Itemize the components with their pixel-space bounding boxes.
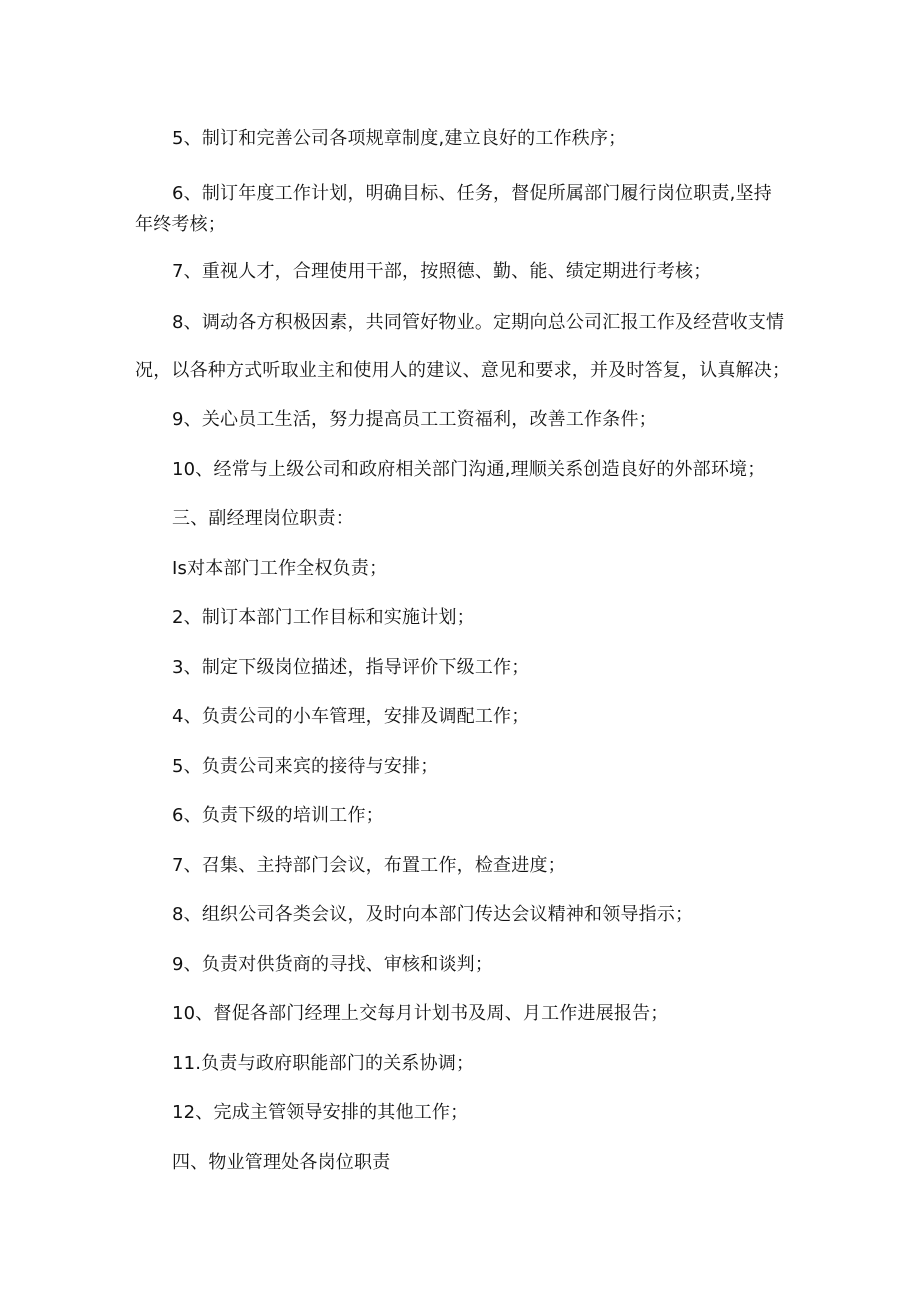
deputy-item-10: 10、督促各部门经理上交每月计划书及周、月工作进展报告；: [172, 1003, 669, 1024]
deputy-item-2: 2、制订本部门工作目标和实施计划；: [172, 607, 475, 628]
paragraph-item-8-cont: 况，以各种方式听取业主和使用人的建议、意见和要求，并及时答复，认真解决；: [135, 360, 791, 381]
deputy-item-3: 3、制定下级岗位描述，指导评价下级工作；: [172, 657, 530, 678]
section-heading-property-office: 四、物业管理处各岗位职责: [172, 1152, 391, 1173]
deputy-item-4: 4、负责公司的小车管理，安排及调配工作；: [172, 706, 530, 727]
deputy-item-6: 6、负责下级的培训工作；: [172, 805, 384, 826]
paragraph-item-9: 9、关心员工生活，努力提高员工工资福利，改善工作条件；: [172, 409, 657, 430]
deputy-item-11: 11.负责与政府职能部门的关系协调；: [172, 1053, 475, 1074]
paragraph-item-5: 5、制订和完善公司各项规章制度,建立良好的工作秩序；: [172, 128, 627, 149]
deputy-item-12: 12、完成主管领导安排的其他工作；: [172, 1102, 469, 1123]
paragraph-item-6-cont: 年终考核；: [135, 214, 226, 235]
deputy-item-9: 9、负责对供货商的寻找、审核和谈判；: [172, 954, 494, 975]
paragraph-item-6: 6、制订年度工作计划，明确目标、任务，督促所属部门履行岗位职责,坚持: [172, 183, 772, 204]
paragraph-item-7: 7、重视人才，合理使用干部，按照德、勤、能、绩定期进行考核；: [172, 261, 712, 282]
paragraph-item-8: 8、调动各方积极因素，共同管好物业。定期向总公司汇报工作及经营收支情: [172, 312, 785, 333]
deputy-item-5: 5、负责公司来宾的接待与安排；: [172, 756, 439, 777]
deputy-item-8: 8、组织公司各类会议，及时向本部门传达会议精神和领导指示；: [172, 904, 694, 925]
section-heading-deputy-manager: 三、副经理岗位职责：: [172, 508, 354, 529]
deputy-item-7: 7、召集、主持部门会议，布置工作，检查进度；: [172, 855, 566, 876]
paragraph-item-10: 10、经常与上级公司和政府相关部门沟通,理顺关系创造良好的外部环境；: [172, 459, 766, 480]
deputy-item-1: Is对本部门工作全权负责；: [172, 558, 388, 579]
